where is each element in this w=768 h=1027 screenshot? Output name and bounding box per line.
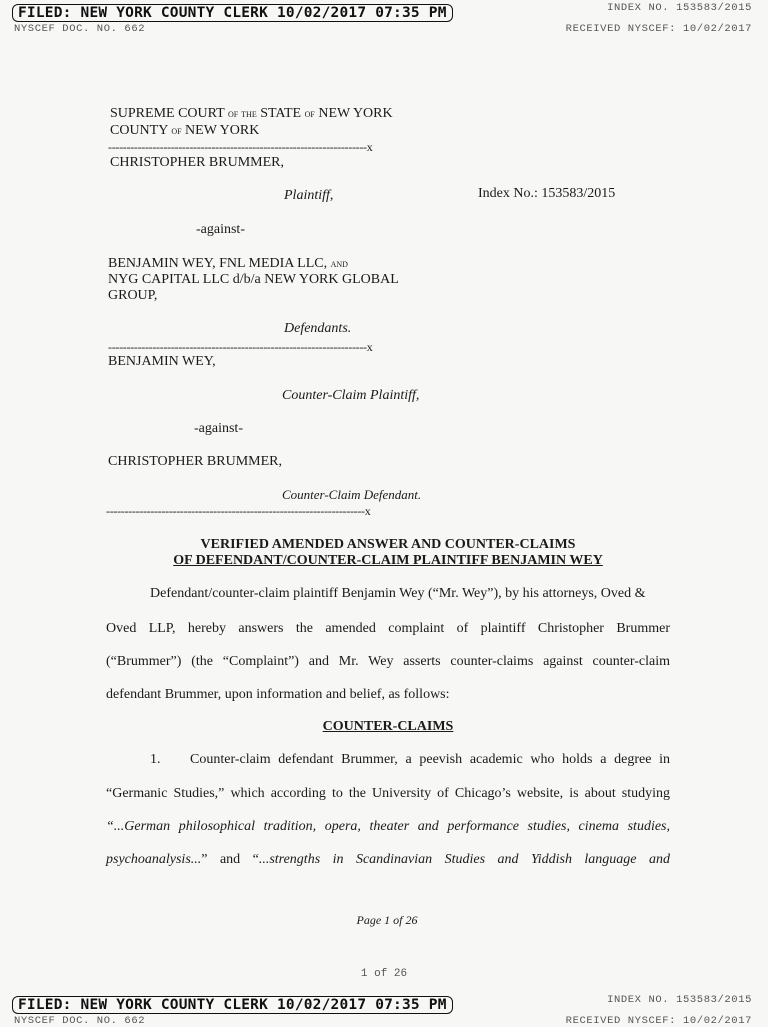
court-state: STATE	[260, 106, 302, 121]
pagination-text: 1 of 26	[360, 968, 408, 980]
court-name: SUPREME COURT	[110, 106, 225, 121]
para-1-number: 1.	[150, 752, 161, 767]
page-label: Page 1 of 26	[356, 913, 418, 927]
section-heading-text: COUNTER-CLAIMS	[322, 719, 454, 734]
document-title-line-1	[0, 537, 768, 553]
caption-divider-1: ----------------------------------------------------------------------x	[108, 140, 373, 154]
county-of: of	[171, 123, 182, 137]
doc-number-header-bottom: NYSCEF DOC. NO. 662	[14, 1015, 146, 1027]
defendants-names: BENJAMIN WEY, FNL MEDIA LLC,	[108, 256, 328, 271]
county-label: COUNTY	[110, 123, 168, 138]
defendants-line-1	[108, 256, 348, 272]
index-number-header-bottom: INDEX NO. 153583/2015	[607, 994, 752, 1006]
intro-paragraph	[106, 612, 670, 711]
index-number-header: INDEX NO. 153583/2015	[607, 2, 752, 14]
para-1-line-1: Counter-claim defendant Brummer, a peevish academic who holds a degree in	[190, 752, 670, 767]
plaintiff-role: Plaintiff,	[284, 188, 334, 203]
defendants-and: and	[330, 256, 348, 270]
cc-defendant-role: Counter-Claim Defendant.	[282, 487, 422, 502]
para-1-line-4-c: ...strengths in Scandinavian Studies and Yiddish language and	[258, 852, 670, 867]
intro-line-4: defendant Brummer, upon information and belief, as follows:	[106, 687, 450, 702]
plaintiff-name: CHRISTOPHER BRUMMER,	[110, 155, 285, 170]
against-1: -against-	[196, 222, 245, 237]
county-name: NEW YORK	[185, 123, 260, 138]
caption-divider-2: ----------------------------------------------------------------------x	[108, 340, 373, 354]
intro-line-3: (“Brummer”) (the “Complaint”) and Mr. Wey asserts counter-claims against counter-claim	[106, 654, 670, 669]
court-of: of	[304, 106, 315, 120]
filed-stamp-bottom: FILED: NEW YORK COUNTY CLERK 10/02/2017 07:35 PM	[12, 996, 453, 1014]
defendants-role: Defendants.	[284, 321, 352, 336]
against-2: -against-	[194, 421, 243, 436]
defendants-line-2: NYG CAPITAL LLC d/b/a NEW YORK GLOBAL	[108, 272, 399, 287]
received-header-bottom: RECEIVED NYSCEF: 10/02/2017	[565, 1015, 752, 1027]
cc-plaintiff-name: BENJAMIN WEY,	[108, 354, 216, 369]
court-line-2	[110, 123, 259, 139]
defendants-line-3: GROUP,	[108, 288, 158, 303]
document-title-line-2	[0, 553, 768, 569]
court-line-1	[110, 106, 393, 122]
para-1-line-4-a: psychoanalysis...	[106, 852, 202, 867]
filed-stamp: FILED: NEW YORK COUNTY CLERK 10/02/2017 07:35 PM	[12, 4, 453, 22]
intro-line-1: Defendant/counter-claim plaintiff Benjamin Wey (“Mr. Wey”), by his attorneys, Oved &	[150, 586, 646, 601]
pagination	[0, 968, 768, 980]
para-1-line-4	[106, 843, 670, 876]
para-1-body	[106, 777, 670, 876]
court-of-the: of the	[227, 106, 257, 120]
doc-number-header: NYSCEF DOC. NO. 662	[14, 23, 146, 35]
page-footer	[0, 913, 768, 928]
para-1-line-2: “Germanic Studies,” which according to the University of Chicago’s website, is about studying	[106, 786, 670, 801]
cc-defendant-name: CHRISTOPHER BRUMMER,	[108, 454, 283, 469]
cc-plaintiff-role: Counter-Claim Plaintiff,	[282, 388, 420, 403]
index-number: Index No.: 153583/2015	[478, 186, 616, 201]
title-text-1: VERIFIED AMENDED ANSWER AND COUNTER-CLAIMS	[200, 537, 576, 552]
section-heading	[0, 719, 768, 735]
para-1-line-3: “...German philosophical tradition, opera, theater and performance studies, cinema studies,	[106, 819, 670, 834]
received-header: RECEIVED NYSCEF: 10/02/2017	[565, 23, 752, 35]
title-text-2: OF DEFENDANT/COUNTER-CLAIM PLAINTIFF BENJAMIN WEY	[173, 553, 603, 568]
caption-divider-3: ----------------------------------------------------------------------x	[106, 504, 371, 518]
court-new-york: NEW YORK	[318, 106, 393, 121]
intro-line-2: Oved LLP, hereby answers the amended complaint of plaintiff Christopher Brummer	[106, 621, 670, 636]
para-1-line-4-b: ” and “	[201, 852, 259, 867]
